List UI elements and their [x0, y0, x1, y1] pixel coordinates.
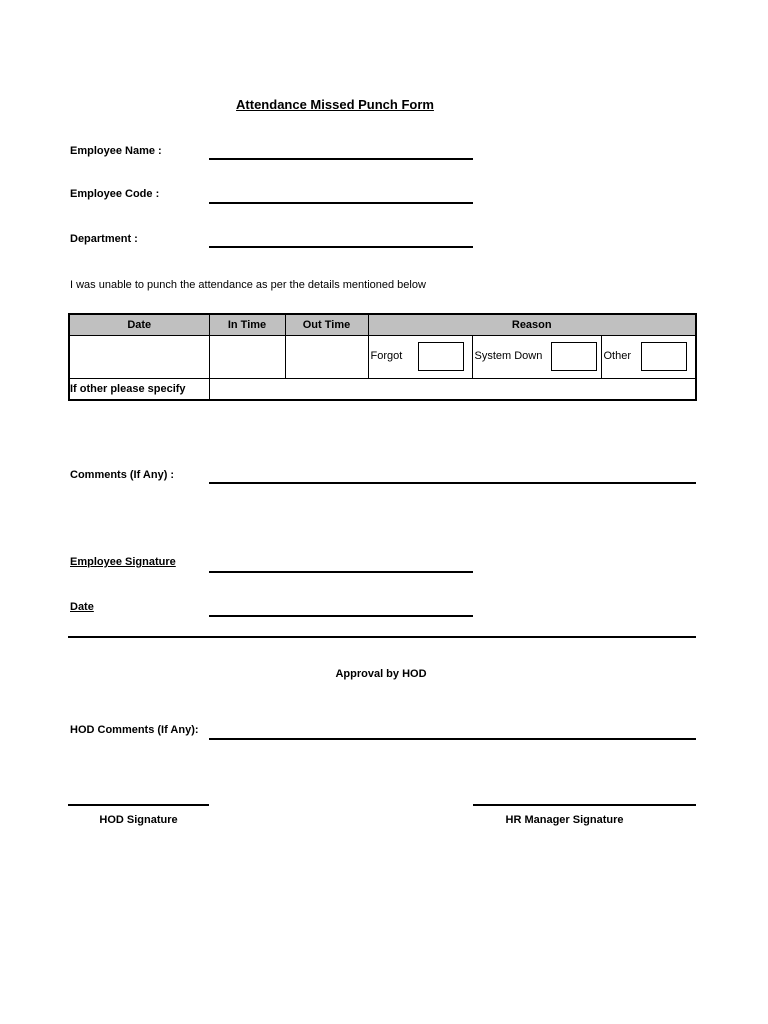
header-in-time: In Time: [209, 314, 285, 336]
table-row: [69, 379, 696, 401]
reason-divider: [601, 336, 602, 378]
specify-label: If other please specify: [69, 379, 209, 401]
specify-field[interactable]: [209, 379, 696, 401]
employee-signature-field[interactable]: [209, 571, 473, 573]
header-date: Date: [69, 314, 209, 336]
table-row: [69, 336, 696, 379]
form-title: Attendance Missed Punch Form: [236, 97, 434, 112]
reason-forgot-checkbox[interactable]: [418, 342, 464, 371]
reason-other-checkbox[interactable]: [641, 342, 687, 371]
reason-system-down-label: System Down: [474, 350, 543, 362]
hod-signature-field[interactable]: [68, 804, 209, 806]
statement-text: I was unable to punch the attendance as per the details mentioned below: [70, 279, 426, 291]
approval-heading: Approval by HOD: [335, 668, 427, 680]
hod-signature-label: HOD Signature: [99, 814, 178, 826]
employee-code-label: Employee Code :: [70, 188, 160, 200]
hod-comments-label: HOD Comments (If Any):: [70, 724, 199, 736]
hr-signature-field[interactable]: [473, 804, 696, 806]
employee-signature-label: Employee Signature: [70, 556, 176, 568]
table-header-row: [69, 314, 696, 336]
employee-name-label: Employee Name :: [70, 145, 162, 157]
date-field[interactable]: [209, 615, 473, 617]
date-label: Date: [70, 601, 94, 613]
out-time-cell[interactable]: [285, 336, 368, 379]
employee-name-field[interactable]: [209, 158, 473, 160]
reason-system-down-checkbox[interactable]: [551, 342, 597, 371]
header-out-time: Out Time: [285, 314, 368, 336]
header-reason: Reason: [368, 314, 696, 336]
comments-label: Comments (If Any) :: [70, 469, 175, 481]
hr-signature-label: HR Manager Signature: [505, 814, 624, 826]
punch-details-table: [68, 313, 697, 401]
comments-field[interactable]: [209, 482, 696, 484]
department-label: Department :: [70, 233, 138, 245]
reason-divider: [472, 336, 473, 378]
hod-comments-field[interactable]: [209, 738, 696, 740]
section-divider: [68, 636, 696, 638]
reason-other-label: Other: [603, 350, 632, 362]
date-cell[interactable]: [69, 336, 209, 379]
in-time-cell[interactable]: [209, 336, 285, 379]
department-field[interactable]: [209, 246, 473, 248]
employee-code-field[interactable]: [209, 202, 473, 204]
reason-forgot-label: Forgot: [370, 350, 403, 362]
reason-cell: [368, 336, 696, 379]
